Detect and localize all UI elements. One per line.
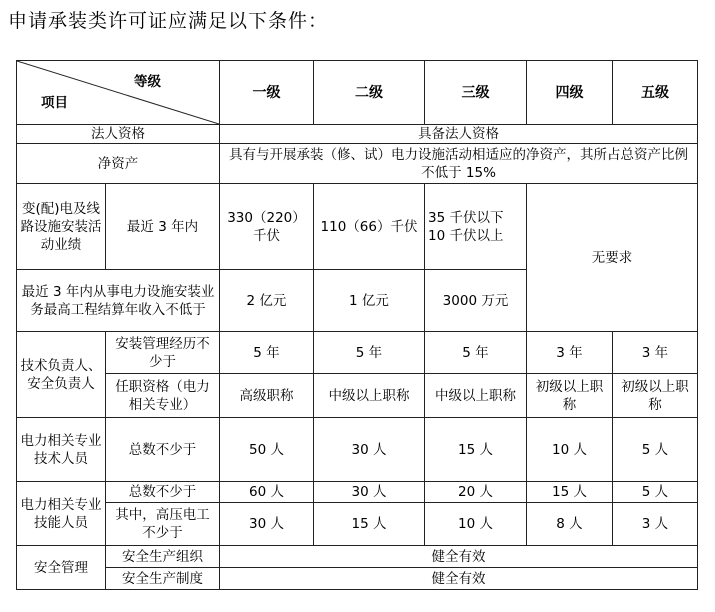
page-heading: 申请承装类许可证应满足以下条件：	[8, 10, 329, 32]
legal-value: 具备法人资格	[220, 125, 698, 144]
level-4-header: 四级	[527, 61, 613, 125]
skill-total-level-3: 20 人	[425, 482, 527, 503]
experience-level-5: 3 年	[613, 332, 698, 374]
safety-label: 安全管理	[17, 546, 106, 590]
skill-total-level-2: 30 人	[314, 482, 425, 503]
tech-lead-label: 技术负责人、安全负责人	[17, 332, 106, 418]
skill-total-level-5: 5 人	[613, 482, 698, 503]
qualification-level-5: 初级以上职称	[613, 374, 698, 418]
tech-staff-level-2: 30 人	[314, 418, 425, 482]
qualification-level-4: 初级以上职称	[527, 374, 613, 418]
qualification-level-2: 中级以上职称	[314, 374, 425, 418]
revenue-level-2: 1 亿元	[314, 270, 425, 332]
hv-level-1: 30 人	[220, 503, 314, 546]
tech-staff-level-5: 5 人	[613, 418, 698, 482]
revenue-label: 最近 3 年内从事电力设施安装业务最高工程结算年收入不低于	[17, 270, 220, 332]
hv-level-3: 10 人	[425, 503, 527, 546]
performance-level-3: 35 千伏以下 10 千伏以上	[425, 184, 527, 270]
performance-level-1: 330（220）千伏	[220, 184, 314, 270]
hv-label: 其中，高压电工不少于	[106, 503, 220, 546]
safety-sys-label: 安全生产制度	[106, 568, 220, 590]
tech-staff-label: 电力相关专业技术人员	[17, 418, 106, 482]
license-conditions-table	[16, 60, 698, 590]
item-label: 项目	[41, 95, 68, 111]
hv-level-5: 3 人	[613, 503, 698, 546]
experience-level-2: 5 年	[314, 332, 425, 374]
experience-level-4: 3 年	[527, 332, 613, 374]
skill-total-level-4: 15 人	[527, 482, 613, 503]
header-diagonal-cell	[17, 61, 220, 125]
safety-sys-value: 健全有效	[220, 568, 698, 590]
no-requirement-cell: 无要求	[527, 184, 698, 332]
experience-level-1: 5 年	[220, 332, 314, 374]
level-1-header: 一级	[220, 61, 314, 125]
performance-sub-label: 最近 3 年内	[106, 184, 220, 270]
safety-org-label: 安全生产组织	[106, 546, 220, 568]
hv-level-4: 8 人	[527, 503, 613, 546]
performance-level-2: 110（66）千伏	[314, 184, 425, 270]
net-assets-value: 具有与开展承装（修、试）电力设施活动相适应的净资产，其所占总资产比例不低于 15%	[220, 144, 698, 184]
qualification-level-1: 高级职称	[220, 374, 314, 418]
legal-label: 法人资格	[17, 125, 220, 144]
qualification-level-3: 中级以上职称	[425, 374, 527, 418]
diagonal-divider	[17, 61, 219, 124]
safety-org-value: 健全有效	[220, 546, 698, 568]
skill-staff-label: 电力相关专业技能人员	[17, 482, 106, 546]
hv-level-2: 15 人	[314, 503, 425, 546]
tech-staff-level-4: 10 人	[527, 418, 613, 482]
performance-label: 变(配)电及线路设施安装活动业绩	[17, 184, 106, 270]
revenue-level-1: 2 亿元	[220, 270, 314, 332]
net-assets-label: 净资产	[17, 144, 220, 184]
skill-total-label: 总数不少于	[106, 482, 220, 503]
level-3-header: 三级	[425, 61, 527, 125]
tech-staff-level-1: 50 人	[220, 418, 314, 482]
experience-level-3: 5 年	[425, 332, 527, 374]
experience-label: 安装管理经历不少于	[106, 332, 220, 374]
level-2-header: 二级	[314, 61, 425, 125]
skill-total-level-1: 60 人	[220, 482, 314, 503]
qualification-label: 任职资格（电力相关专业）	[106, 374, 220, 418]
tech-staff-sub-label: 总数不少于	[106, 418, 220, 482]
revenue-level-3: 3000 万元	[425, 270, 527, 332]
tech-staff-level-3: 15 人	[425, 418, 527, 482]
level-5-header: 五级	[613, 61, 698, 125]
grade-label: 等级	[134, 74, 161, 90]
